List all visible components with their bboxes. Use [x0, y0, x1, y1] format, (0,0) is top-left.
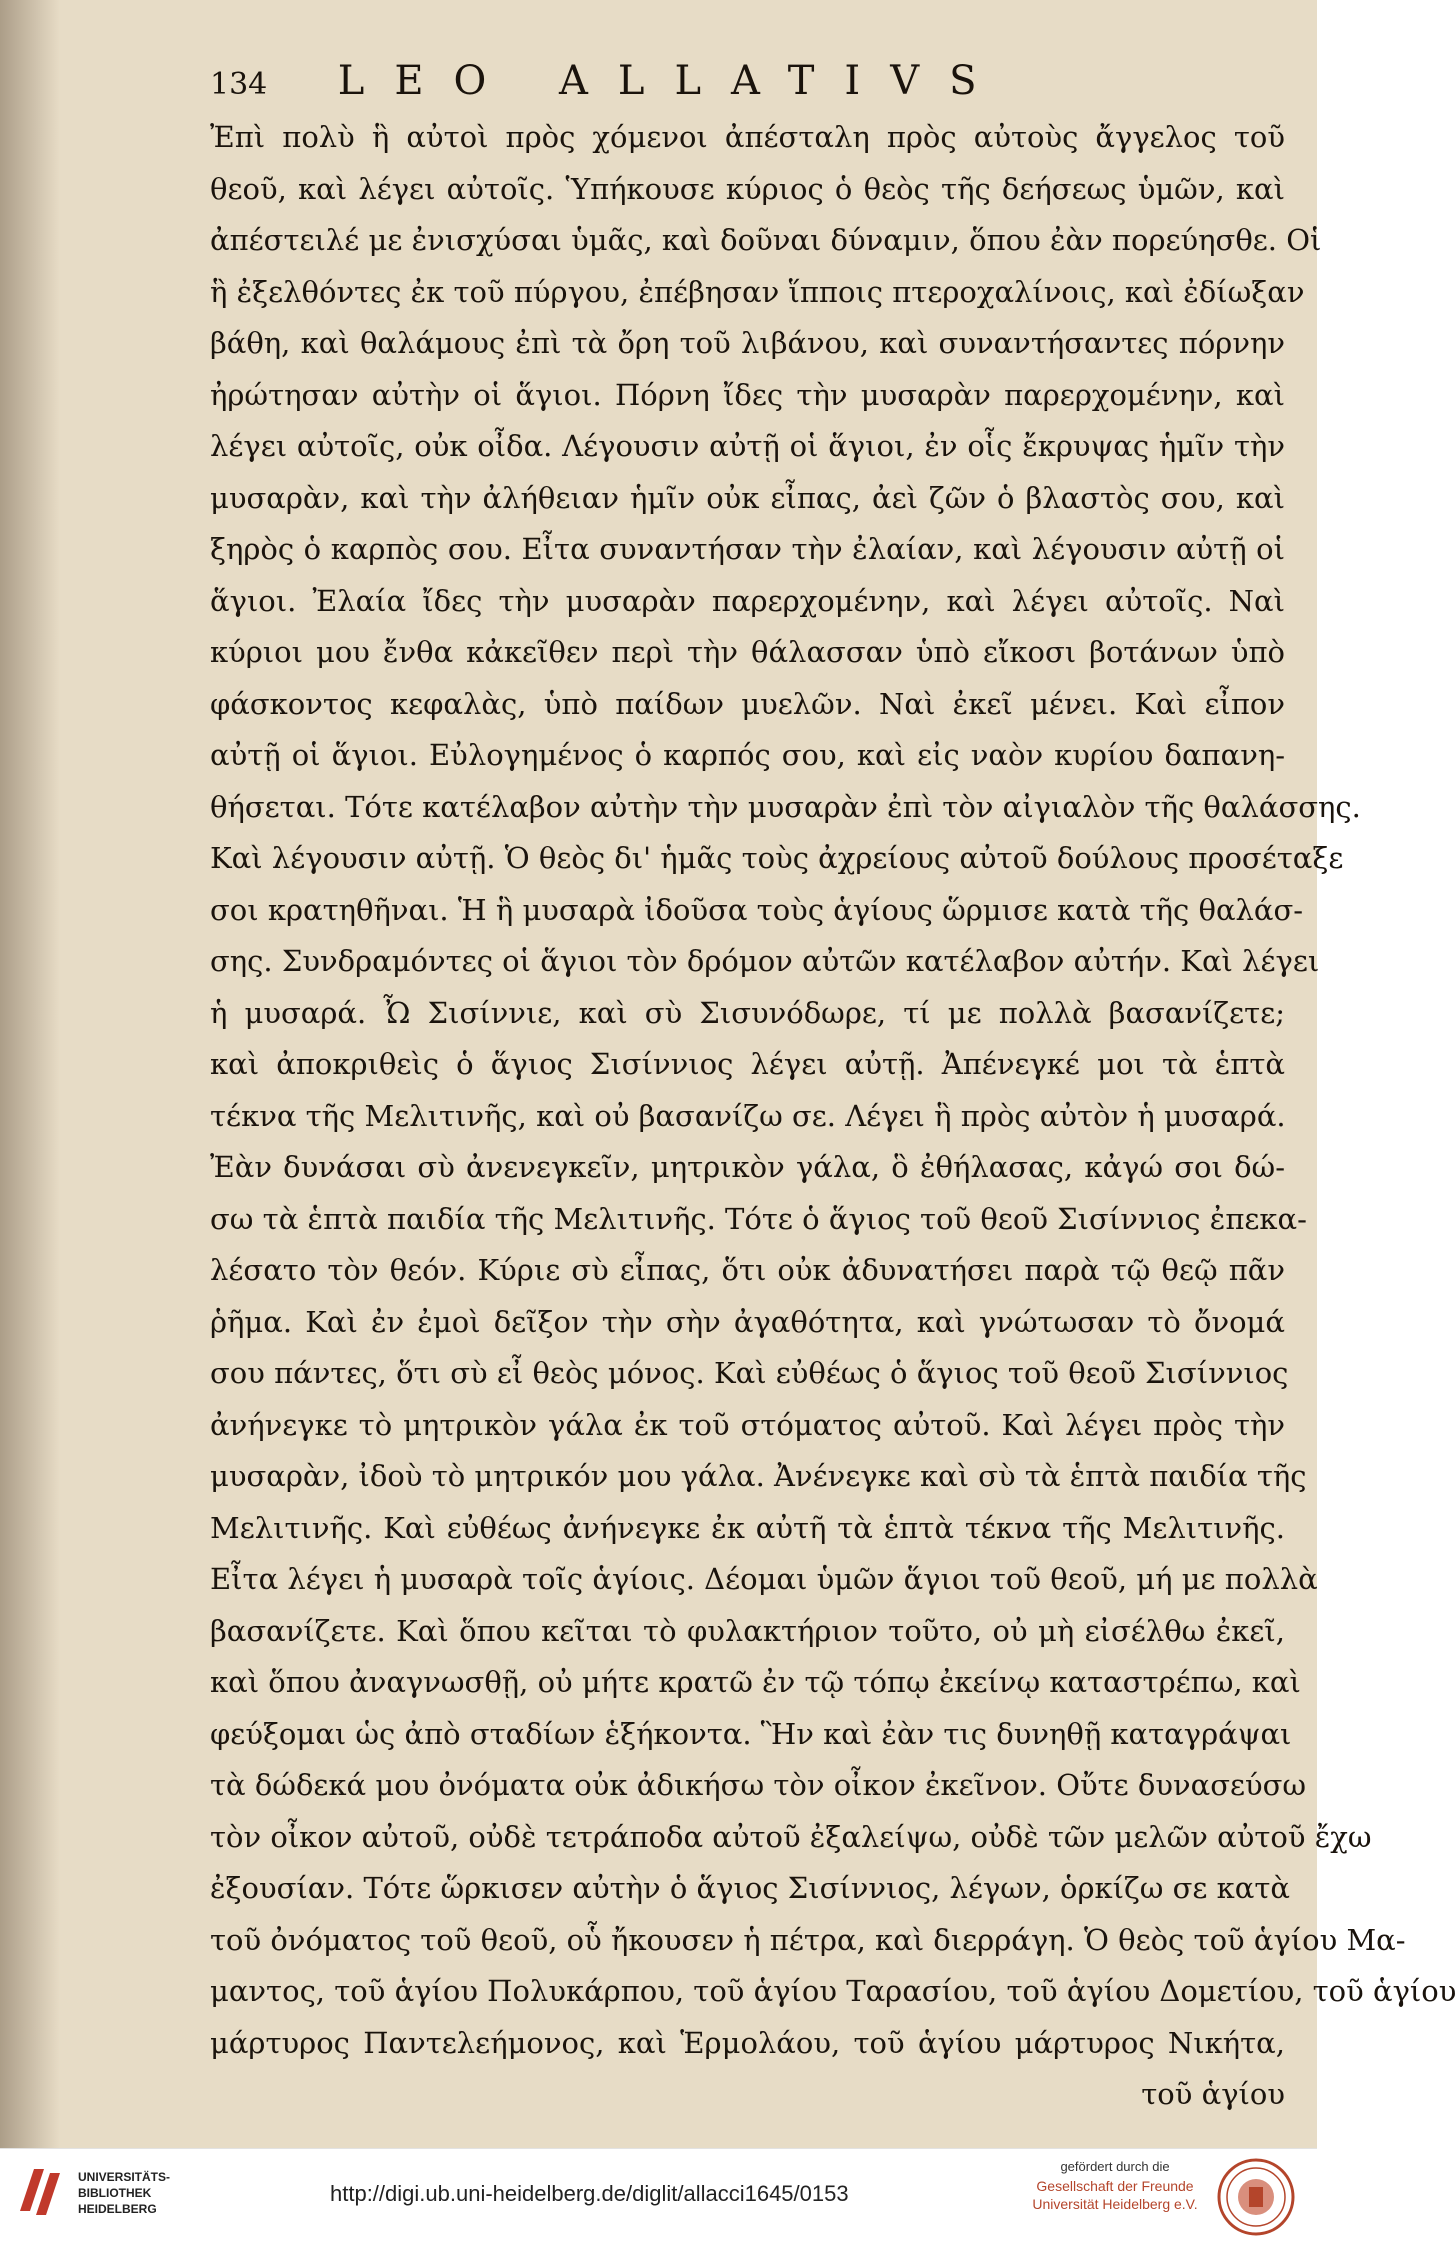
- text-line: καὶ ἀποκριθεὶς ὁ ἅγιος Σισίννιος λέγει αὐτῇ. Ἀπένεγκέ μοι τὰ ἑπτὰ: [210, 1047, 1285, 1081]
- text-line: Μελιτινῆς. Καὶ εὐθέως ἀνήνεγκε ἐκ αὐτῆ τὰ ἑπτὰ τέκνα τῆς Μελιτινῆς.: [210, 1510, 1285, 1545]
- society-name-line: Universität Heidelberg e.V.: [1032, 2196, 1198, 2212]
- text-line: ξηρὸς ὁ καρπὸς σου. Εἶτα συναντήσαν τὴν ἐλαίαν, καὶ λέγουσιν αὐτῇ οἱ: [210, 532, 1285, 566]
- text-line: θεοῦ, καὶ λέγει αὐτοῖς. Ὑπήκουσε κύριος ὁ θεὸς τῆς δεήσεως ὑμῶν, καὶ: [210, 171, 1285, 206]
- text-line: ἀπέστειλέ με ἐνισχύσαι ὑμᾶς, καὶ δοῦναι δύναμιν, ὅπου ἐὰν πορεύησθε. Οἱ: [210, 223, 1322, 257]
- running-title: LEO ALLATIVS: [337, 58, 1007, 104]
- library-name-line: UNIVERSITÄTS-: [78, 2170, 171, 2184]
- text-line: Ἐὰν δυνάσαι σὺ ἀνενεγκεῖν, μητρικὸν γάλα, ὃ ἐθήλασας, κἀγώ σοι δώ-: [210, 1150, 1285, 1184]
- text-line: φεύξομαι ὡς ἀπὸ σταδίων ἑξήκοντα. Ἣν καὶ ἐὰν τις δυνηθῇ καταγράψαι: [210, 1716, 1292, 1751]
- text-line: τὰ δώδεκά μου ὀνόματα οὐκ ἀδικήσω τὸν οἶκον ἐκεῖνον. Οὔτε δυνασεύσω: [210, 1768, 1307, 1802]
- text-line: Εἶτα λέγει ἡ μυσαρὰ τοῖς ἁγίοις. Δέομαι ὑμῶν ἅγιοι τοῦ θεοῦ, μή με πολλὰ: [210, 1562, 1318, 1596]
- text-line: ἣ ἐξελθόντες ἐκ τοῦ πύργου, ἐπέβησαν ἵπποις πτεροχαλίνοις, καὶ ἐδίωξαν: [210, 274, 1305, 309]
- text-line: Καὶ λέγουσιν αὐτῇ. Ὁ θεὸς δι' ἡμᾶς τοὺς ἀχρείους αὐτοῦ δούλους προσέταξε: [210, 841, 1344, 875]
- text-line: τοῦ ὀνόματος τοῦ θεοῦ, οὗ ἤκουσεν ἡ πέτρα, καὶ διερράγη. Ὁ θεὸς τοῦ ἁγίου Μα-: [210, 1922, 1406, 1957]
- text-line: σοι κρατηθῆναι. Ἡ ἣ μυσαρὰ ἰδοῦσα τοὺς ἁγίους ὥρμισε κατὰ τῆς θαλάσ-: [210, 892, 1304, 927]
- text-line: σου πάντες, ὅτι σὺ εἶ θεὸς μόνος. Καὶ εὐθέως ὁ ἅγιος τοῦ θεοῦ Σισίννιος: [210, 1356, 1289, 1390]
- text-line: ἅγιοι. Ἐλαία ἴδες τὴν μυσαρὰν παρερχομένην, καὶ λέγει αὐτοῖς. Ναὶ: [210, 583, 1285, 618]
- library-logo-icon: [14, 2161, 68, 2223]
- text-line: βασανίζετε. Καὶ ὅπου κεῖται τὸ φυλακτήριον τοῦτο, οὐ μὴ εἰσέλθω ἐκεῖ,: [210, 1613, 1285, 1648]
- text-line: ἀνήνεγκε τὸ μητρικὸν γάλα ἐκ τοῦ στόματος αὐτοῦ. Καὶ λέγει πρὸς τὴν: [210, 1407, 1285, 1442]
- viewer-footer: [0, 2148, 1317, 2243]
- library-name-line: HEIDELBERG: [78, 2202, 157, 2216]
- society-name-line: Gesellschaft der Freunde: [1036, 2178, 1194, 2194]
- text-line: μαντος, τοῦ ἁγίου Πολυκάρπου, τοῦ ἁγίου Ταρασίου, τοῦ ἁγίου Δομετίου, τοῦ ἁγίου: [210, 1974, 1456, 2008]
- text-line: ῥῆμα. Καὶ ἐν ἐμοὶ δεῖξον τὴν σὴν ἀγαθότητα, καὶ γνώτωσαν τὸ ὄνομά: [210, 1304, 1285, 1339]
- greek-text-body: [210, 112, 1456, 2121]
- text-line: τοῦ ἁγίου: [1141, 2077, 1285, 2111]
- library-name-line: BIBLIOTHEK: [78, 2186, 152, 2200]
- text-line: ἡ μυσαρά. Ὦ Σισίννιε, καὶ σὺ Σισυνόδωρε, τί με πολλὰ βασανίζετε;: [210, 995, 1285, 1030]
- text-line: αὐτῇ οἱ ἅγιοι. Εὐλογημένος ὁ καρπός σου, καὶ εἰς ναὸν κυρίου δαπανη-: [210, 738, 1285, 772]
- text-line: μάρτυρος Παντελεήμονος, καὶ Ἑρμολάου, τοῦ ἁγίου μάρτυρος Νικήτα,: [210, 2025, 1285, 2060]
- text-line: μυσαρὰν, ἰδοὺ τὸ μητρικόν μου γάλα. Ἀνένεγκε καὶ σὺ τὰ ἑπτὰ παιδία τῆς: [210, 1459, 1307, 1493]
- university-seal-icon: [1216, 2157, 1296, 2237]
- text-line: Ἐπὶ πολὺ ἣ αὐτοὶ πρὸς χόμενοι ἀπέσταλη πρὸς αὐτοὺς ἄγγελος τοῦ: [210, 120, 1285, 154]
- sponsor-block: [1020, 2157, 1210, 2213]
- text-line: φάσκοντος κεφαλὰς, ὑπὸ παίδων μυελῶν. Ναὶ ἐκεῖ μένει. Καὶ εἶπον: [210, 686, 1285, 721]
- text-line: σης. Συνδραμόντες οἱ ἅγιοι τὸν δρόμον αὐτῶν κατέλαβον αὐτήν. Καὶ λέγει: [210, 944, 1320, 978]
- binding-shadow: [0, 0, 60, 2148]
- text-line: καὶ ὅπου ἀναγνωσθῇ, οὐ μήτε κρατῶ ἐν τῷ τόπῳ ἐκείνῳ καταστρέπω, καὶ: [210, 1665, 1301, 1699]
- text-line: σω τὰ ἑπτὰ παιδία τῆς Μελιτινῆς. Τότε ὁ ἅγιος τοῦ θεοῦ Σισίννιος ἐπεκα-: [210, 1201, 1307, 1236]
- text-line: μυσαρὰν, καὶ τὴν ἀλήθειαν ἡμῖν οὐκ εἶπας, ἀεὶ ζῶν ὁ βλαστὸς σου, καὶ: [210, 480, 1285, 515]
- text-line: ἐξουσίαν. Τότε ὥρκισεν αὐτὴν ὁ ἅγιος Σισίννιος, λέγων, ὁρκίζω σε κατὰ: [210, 1871, 1290, 1905]
- text-line: τὸν οἶκον αὐτοῦ, οὐδὲ τετράποδα αὐτοῦ ἐξαλείψω, οὐδὲ τῶν μελῶν αὐτοῦ ἔχω: [210, 1819, 1372, 1854]
- text-line: ἠρώτησαν αὐτὴν οἱ ἅγιοι. Πόρνη ἴδες τὴν μυσαρὰν παρερχομένην, καὶ: [210, 377, 1285, 412]
- text-line: κύριοι μου ἔνθα κἀκεῖθεν περὶ τὴν θάλασσαν ὑπὸ εἴκοσι βοτάνων ὑπὸ: [210, 635, 1285, 669]
- library-name: [78, 2169, 170, 2217]
- text-line: θήσεται. Τότε κατέλαβον αὐτὴν τὴν μυσαρὰν ἐπὶ τὸν αἰγιαλὸν τῆς θαλάσσης.: [210, 789, 1361, 824]
- running-head: [210, 58, 1077, 108]
- permalink-url[interactable]: http://digi.ub.uni-heidelberg.de/diglit/allacci1645/0153: [330, 2181, 849, 2206]
- sponsor-label: gefördert durch die: [1060, 2159, 1170, 2174]
- text-line: τέκνα τῆς Μελιτινῆς, καὶ οὐ βασανίζω σε. Λέγει ἣ πρὸς αὐτὸν ἡ μυσαρά.: [210, 1098, 1286, 1133]
- text-line: λέγει αὐτοῖς, οὐκ οἶδα. Λέγουσιν αὐτῇ οἱ ἅγιοι, ἐν οἷς ἔκρυψας ἡμῖν τὴν: [210, 429, 1285, 463]
- page-number: 134: [210, 67, 268, 102]
- text-line: βάθη, καὶ θαλάμους ἐπὶ τὰ ὄρη τοῦ λιβάνου, καὶ συναντήσαντες πόρνην: [210, 326, 1285, 360]
- text-line: λέσατο τὸν θεόν. Κύριε σὺ εἶπας, ὅτι οὐκ ἀδυνατήσει παρὰ τῷ θεῷ πᾶν: [210, 1253, 1285, 1287]
